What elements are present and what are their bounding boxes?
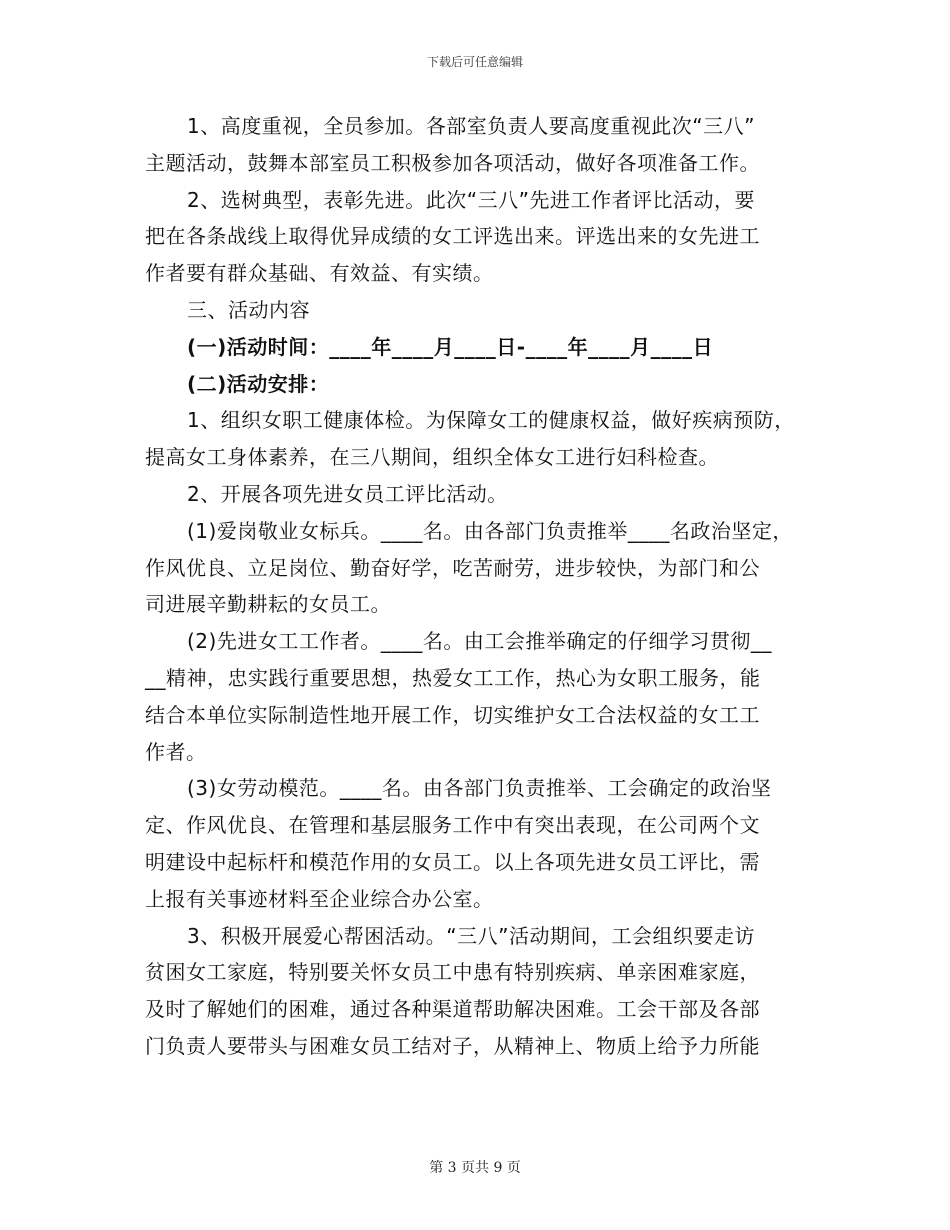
- text-line: 作者要有群众基础、有效益、有实绩。: [145, 261, 494, 286]
- text-line: 把在各条战线上取得优异成绩的女工评选出来。评选出来的女先进工: [145, 224, 760, 249]
- text-line: 司进展辛勤耕耘的女员工。: [145, 592, 391, 617]
- text-line: 结合本单位实际制造性地开展工作，切实维护女工合法权益的女工工: [145, 702, 760, 727]
- text-line: 主题活动，鼓舞本部室员工积极参加各项活动，做好各项准备工作。: [145, 150, 760, 175]
- text-line: (3)女劳动模范。____名。由各部门负责推举、工会确定的政治坚: [187, 776, 772, 801]
- text-line: (二)活动安排：: [187, 371, 330, 396]
- text-line: 作者。: [145, 739, 207, 764]
- page-footer: 第 3 页共 9 页: [429, 1160, 521, 1176]
- text-line: 明建设中起标杆和模范作用的女员工。以上各项先进女员工评比，需: [145, 849, 760, 874]
- text-line: 门负责人要带头与困难女员工结对子，从精神上、物质上给予力所能: [145, 1033, 760, 1058]
- text-line: 及时了解她们的困难，通过各种渠道帮助解决困难。工会干部及各部: [145, 997, 760, 1022]
- text-line: 1、组织女职工健康体检。为保障女工的健康权益，做好疾病预防，: [187, 408, 795, 433]
- text-line: 2、开展各项先进女员工评比活动。: [187, 481, 508, 506]
- document-body: [145, 108, 825, 1065]
- text-line: 提高女工身体素养，在三八期间，组织全体女工进行妇科检查。: [145, 445, 719, 470]
- text-line: 2、选树典型，表彰先进。此次“三八”先进工作者评比活动，要: [187, 187, 755, 212]
- text-line: 上报有关事迹材料至企业综合办公室。: [145, 886, 494, 911]
- text-line: 3、积极开展爱心帮困活动。“三八”活动期间，工会组织要走访: [187, 923, 755, 948]
- text-line: 作风优良、立足岗位、勤奋好学，吃苦耐劳，进步较快，为部门和公: [145, 555, 760, 580]
- text-line: 定、作风优良、在管理和基层服务工作中有突出表现，在公司两个文: [145, 813, 760, 838]
- text-line: 贫困女工家庭，特别要关怀女员工中患有特别疾病、单亲困难家庭，: [145, 960, 760, 985]
- text-line: __精神，忠实践行重要思想，热爱女工工作，热心为女职工服务，能: [145, 665, 761, 690]
- text-line: (一)活动时间：____年____月____日-____年____月____日: [187, 334, 714, 359]
- page-header: 下载后可任意编辑: [426, 55, 523, 69]
- text-line: 1、高度重视，全员参加。各部室负责人要高度重视此次“三八”: [187, 114, 755, 138]
- text-line: (1)爱岗敬业女标兵。____名。由各部门负责推举____名政治坚定，: [187, 518, 793, 543]
- text-line: 三、活动内容: [187, 297, 310, 322]
- text-line: (2)先进女工工作者。____名。由工会推举确定的仔细学习贯彻__: [187, 629, 772, 654]
